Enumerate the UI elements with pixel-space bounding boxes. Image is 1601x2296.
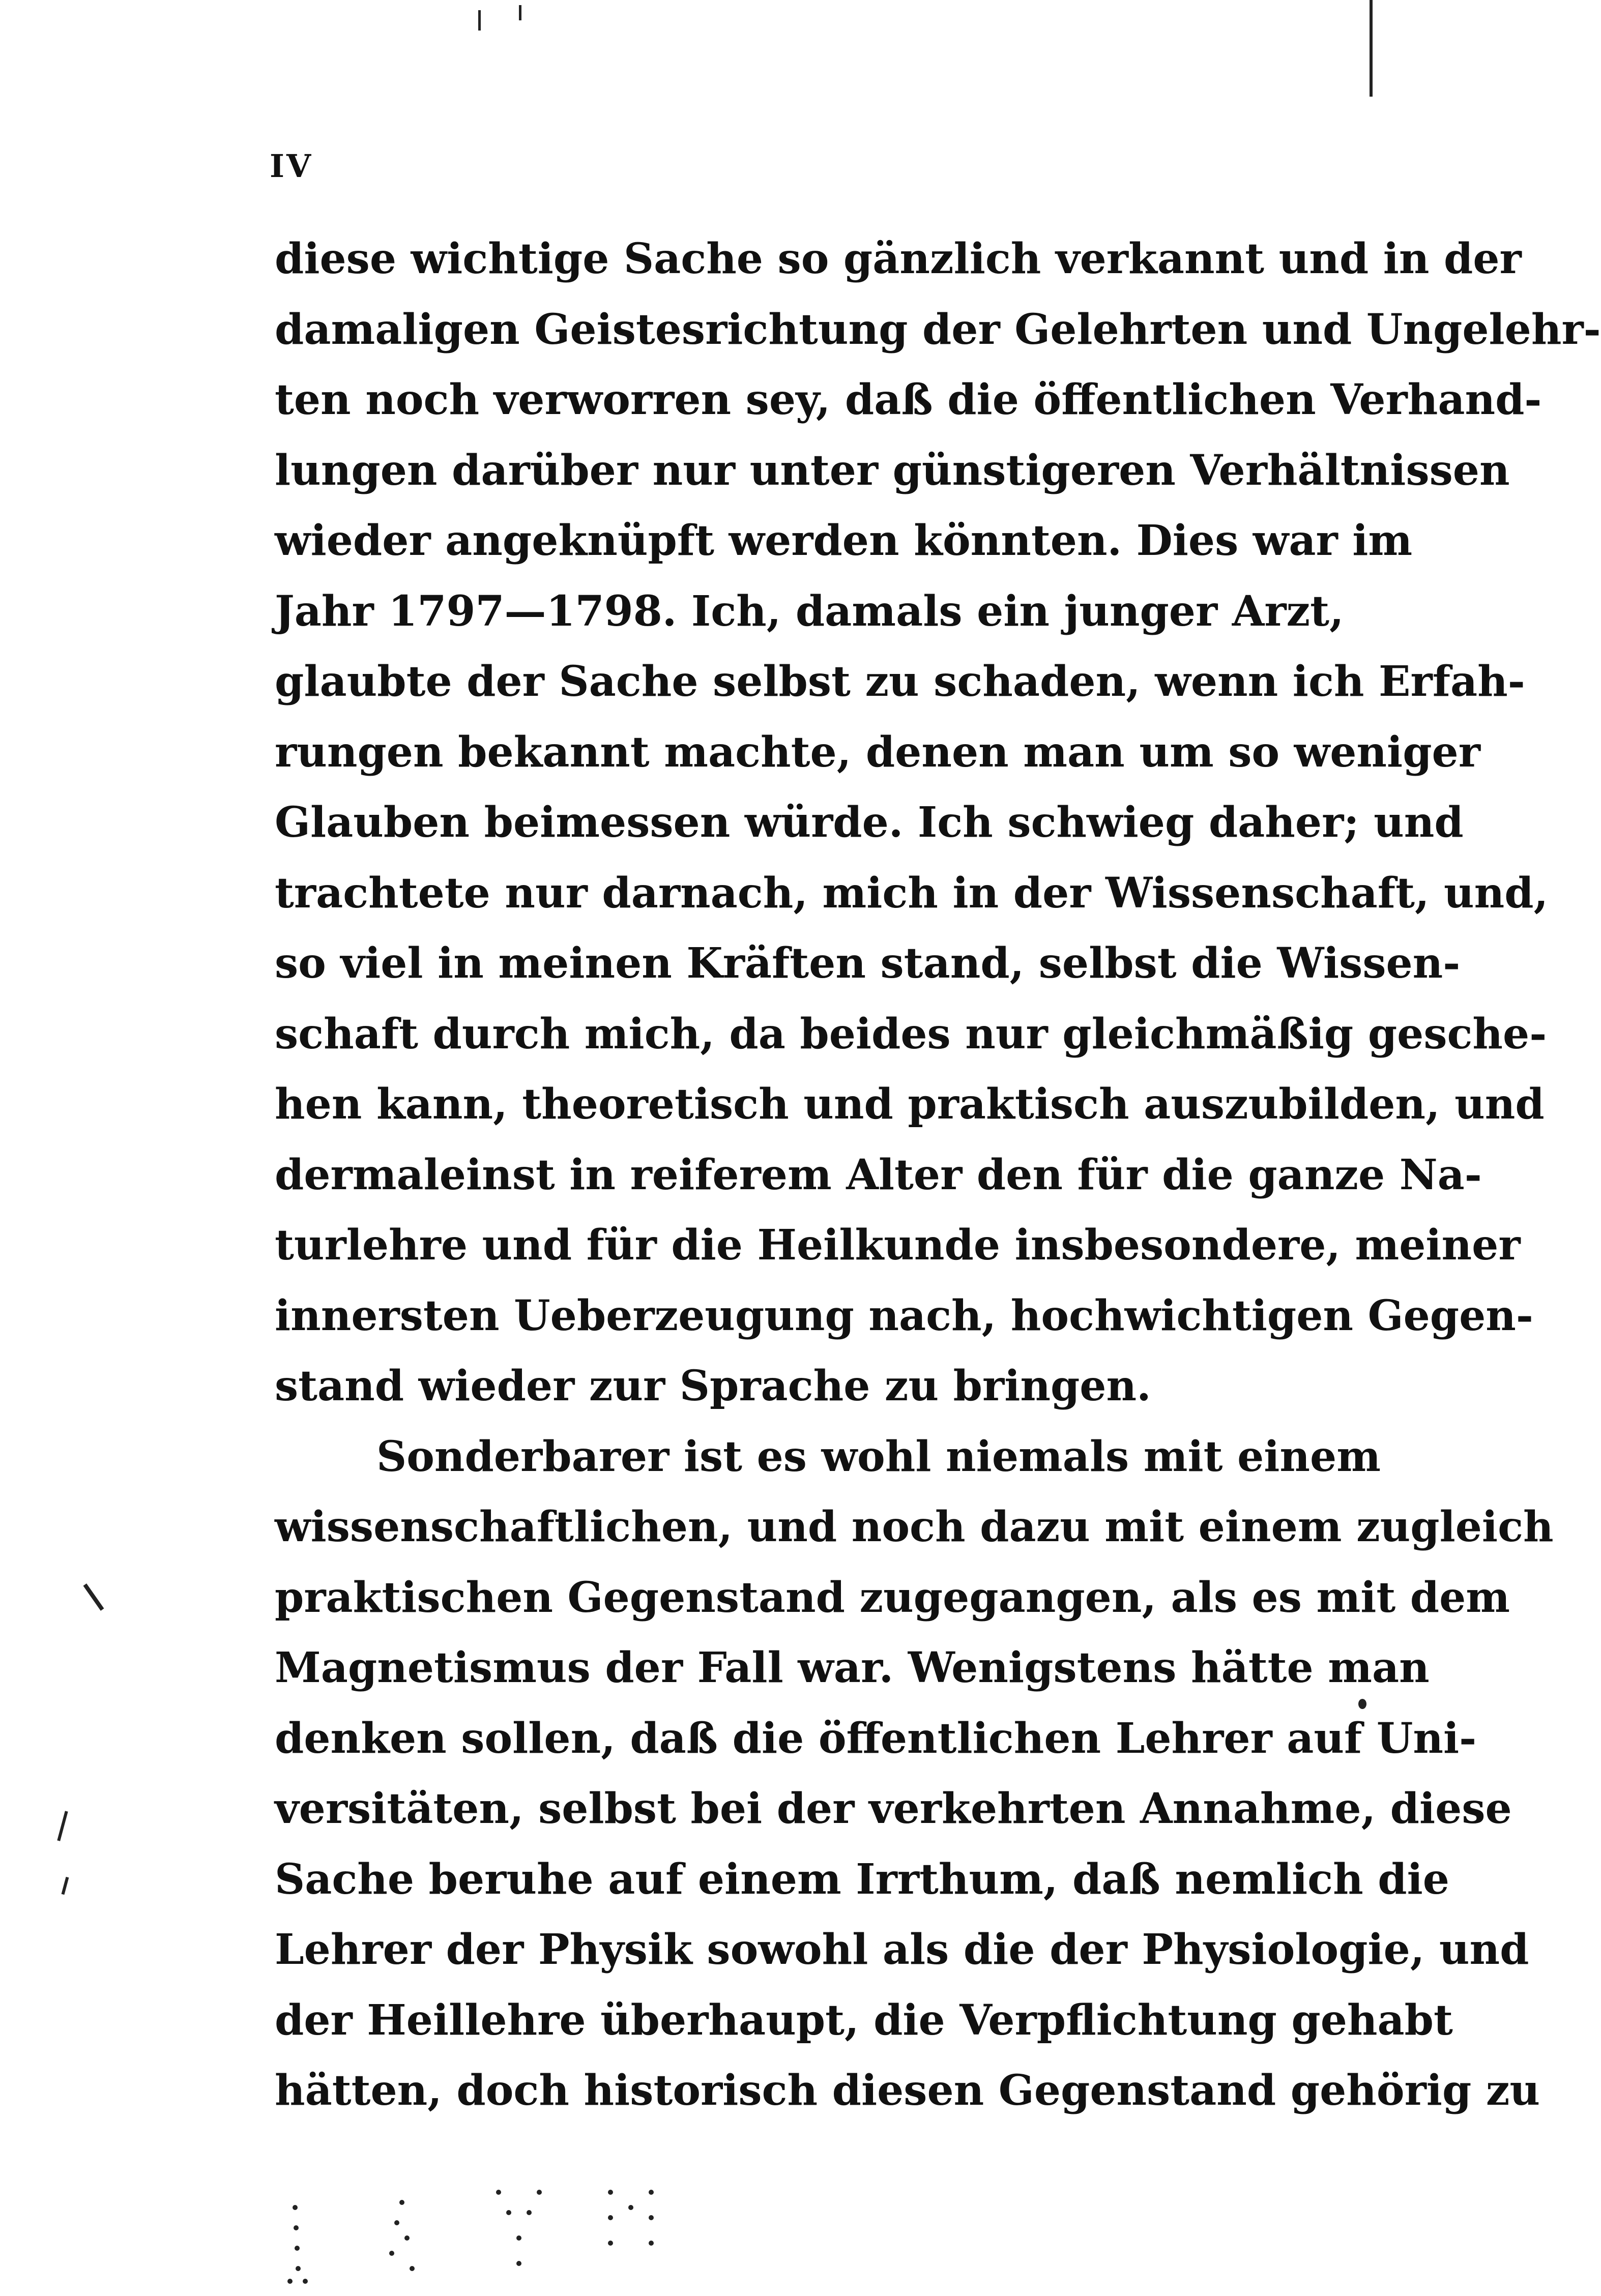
text-line: wissenschaftlichen, und noch dazu mit einem zugleich	[275, 1503, 1554, 1551]
text-line: stand wieder zur Sprache zu bringen.	[275, 1362, 1151, 1410]
text-line: denken sollen, daß die öffentlichen Lehrer auf Uni-	[275, 1714, 1477, 1763]
text-line: damaligen Geistesrichtung der Gelehrten und Ungelehr-	[275, 305, 1601, 354]
text-line: Lehrer der Physik sowohl als die der Physiologie, und	[275, 1925, 1529, 1974]
text-line: Sache beruhe auf einem Irrthum, daß nemlich die	[275, 1855, 1449, 1904]
text-line: hätten, doch historisch diesen Gegenstand gehörig zu	[275, 2066, 1540, 2115]
text-line: ten noch verworren sey, daß die öffentlichen Verhand-	[275, 375, 1542, 424]
text-line: wieder angeknüpft werden könnten. Dies war im	[275, 516, 1413, 565]
scan-mark	[62, 1877, 69, 1895]
text-line: trachtete nur darnach, mich in der Wissenschaft, und,	[275, 868, 1549, 918]
text-line: hen kann, theoretisch und praktisch auszubilden, und	[275, 1080, 1545, 1129]
text-line: Jahr 1797—1798. Ich, damals ein junger Arzt,	[275, 586, 1344, 636]
text-line: lungen darüber nur unter günstigeren Verhältnissen	[275, 446, 1510, 495]
text-line: diese wichtige Sache so gänzlich verkannt und in der	[275, 234, 1522, 283]
paragraph-start-line: Sonderbarer ist es wohl niemals mit einem	[376, 1432, 1381, 1481]
scan-mark	[1370, 0, 1373, 97]
scan-mark	[1358, 1699, 1366, 1709]
text-line: Magnetismus der Fall war. Wenigstens hätte man	[275, 1643, 1430, 1692]
text-line: rungen bekannt machte, denen man um so weniger	[275, 727, 1480, 777]
bottom-dot-artifacts	[285, 2167, 672, 2289]
text-line: Glauben beimessen würde. Ich schwieg daher; und	[275, 798, 1464, 847]
text-line: innersten Ueberzeugung nach, hochwichtigen Gegen-	[275, 1291, 1533, 1340]
text-line: praktischen Gegenstand zugegangen, als es mit dem	[275, 1573, 1510, 1622]
text-line: versitäten, selbst bei der verkehrten Annahme, diese	[275, 1784, 1512, 1833]
text-line: glaubte der Sache selbst zu schaden, wenn ich Erfah-	[275, 657, 1525, 706]
text-line: turlehre und für die Heilkunde insbesondere, meiner	[275, 1221, 1521, 1270]
text-line: der Heillehre überhaupt, die Verpflichtung gehabt	[275, 1995, 1453, 2045]
scan-mark	[57, 1811, 68, 1841]
body-text	[275, 224, 1601, 2126]
text-line: so viel in meinen Kräften stand, selbst die Wissen-	[275, 939, 1461, 988]
text-line: schaft durch mich, da beides nur gleichmäßig gesche-	[275, 1009, 1547, 1058]
scan-mark	[519, 5, 521, 20]
page-number: IV	[270, 148, 313, 185]
scan-mark	[83, 1583, 104, 1611]
text-line: dermaleinst in reiferem Alter den für die ganze Na-	[275, 1150, 1482, 1199]
scan-mark	[478, 10, 481, 31]
